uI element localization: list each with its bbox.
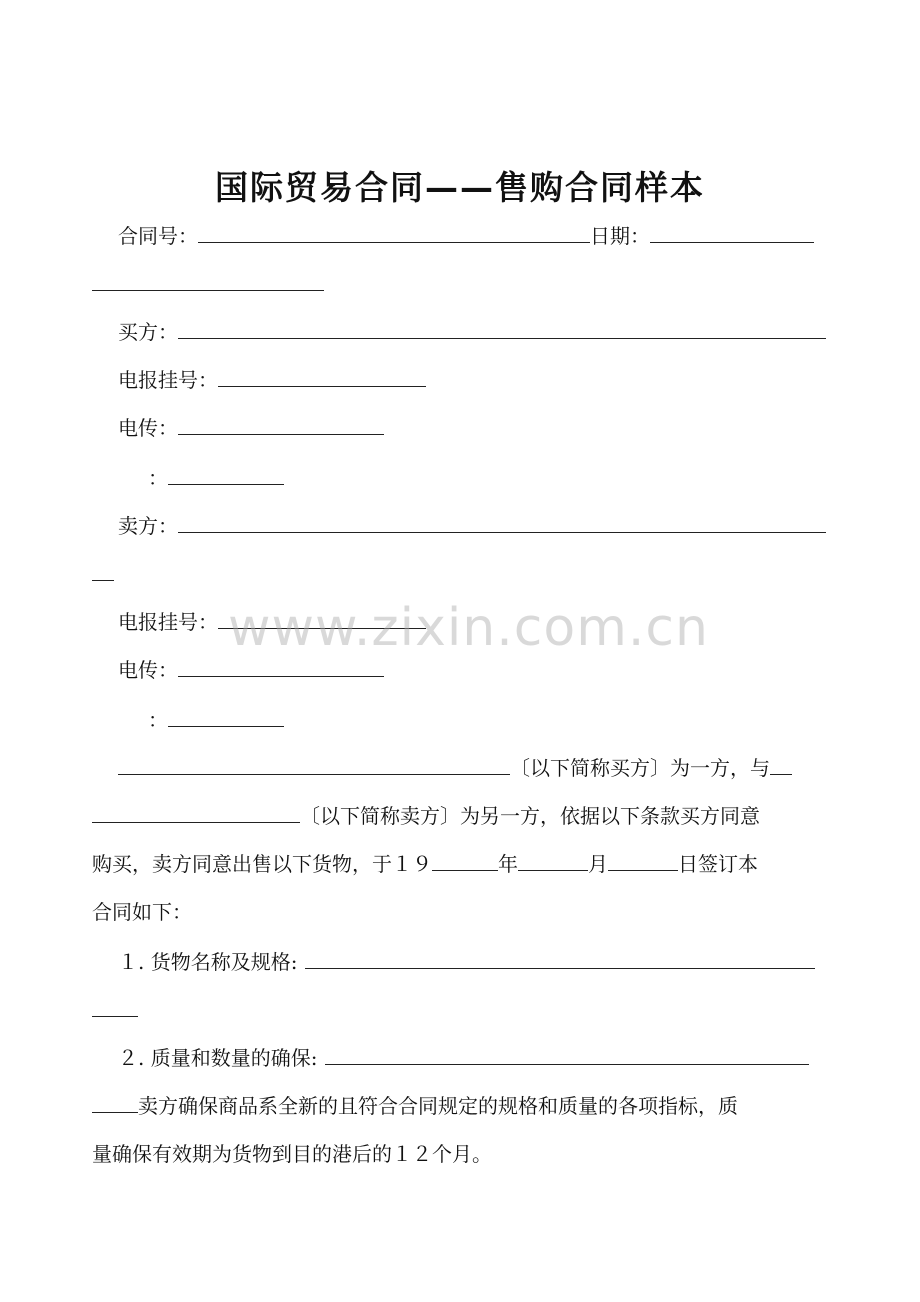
seller-telex-blank xyxy=(178,656,384,677)
buyer-telegraph-label: 电报挂号： xyxy=(118,368,218,392)
buyer-label: 买方： xyxy=(118,320,178,344)
seller-extra-row xyxy=(148,706,284,734)
contract-number-blank xyxy=(198,222,590,243)
seller-telegraph-label: 电报挂号： xyxy=(118,610,218,634)
parties-line-2: 〔以下简称卖方〕为另一方，依据以下条款买方同意 xyxy=(92,802,760,830)
month-blank xyxy=(518,850,588,871)
buyer-extra-label: ： xyxy=(148,466,168,490)
buyer-telegraph-row xyxy=(118,366,426,394)
contract-number-label: 合同号： xyxy=(118,224,198,248)
document-title: 国际贸易合同——售购合同样本 xyxy=(215,168,705,207)
seller-telegraph-row xyxy=(118,608,426,636)
buyer-telex-row xyxy=(118,414,384,442)
seller-blank xyxy=(178,512,826,533)
item-2-row xyxy=(118,1044,809,1072)
item-1-row xyxy=(118,948,815,976)
seller-extra-blank xyxy=(168,706,284,727)
seller-extra-label: ： xyxy=(148,708,168,732)
buyer-extra-row xyxy=(148,464,284,492)
day-blank xyxy=(608,850,678,871)
item-2-text-line-1: 卖方确保商品系全新的且符合合同规定的规格和质量的各项指标，质 xyxy=(92,1092,738,1120)
parties-line-4: 合同如下： xyxy=(92,900,192,924)
item-1-blank-continued xyxy=(92,996,138,1024)
item-1-label: １. 货物名称及规格: xyxy=(118,950,298,974)
seller-blank-continued xyxy=(92,560,114,588)
seller-label: 卖方： xyxy=(118,514,178,538)
buyer-row xyxy=(118,318,826,346)
item-2-text-line-2: 量确保有效期为货物到目的港后的１２个月。 xyxy=(92,1142,492,1166)
buyer-telegraph-blank xyxy=(218,366,426,387)
buyer-name-blank xyxy=(118,754,510,775)
seller-telex-row xyxy=(118,656,384,684)
contract-number-row xyxy=(118,222,814,250)
seller-row xyxy=(118,512,826,540)
seller-telex-label: 电传： xyxy=(118,658,178,682)
date-blank-continued xyxy=(92,270,324,298)
buyer-telex-label: 电传： xyxy=(118,416,178,440)
item-2-blank xyxy=(325,1044,809,1065)
item-2-label: ２. 质量和数量的确保: xyxy=(118,1046,318,1070)
parties-line-1: 〔以下简称买方〕为一方，与 xyxy=(118,754,792,782)
buyer-telex-blank xyxy=(178,414,384,435)
seller-telegraph-blank xyxy=(218,608,426,629)
date-blank xyxy=(650,222,814,243)
buyer-blank xyxy=(178,318,826,339)
parties-line-3: 购买，卖方同意出售以下货物，于１９ 年 月 日签订本 xyxy=(92,852,758,876)
watermark: www.zixin.com.cn xyxy=(228,598,709,658)
date-label: 日期： xyxy=(590,224,650,248)
seller-name-blank xyxy=(92,802,300,823)
buyer-extra-blank xyxy=(168,464,284,485)
item-1-blank xyxy=(305,948,815,969)
year-blank xyxy=(432,850,498,871)
